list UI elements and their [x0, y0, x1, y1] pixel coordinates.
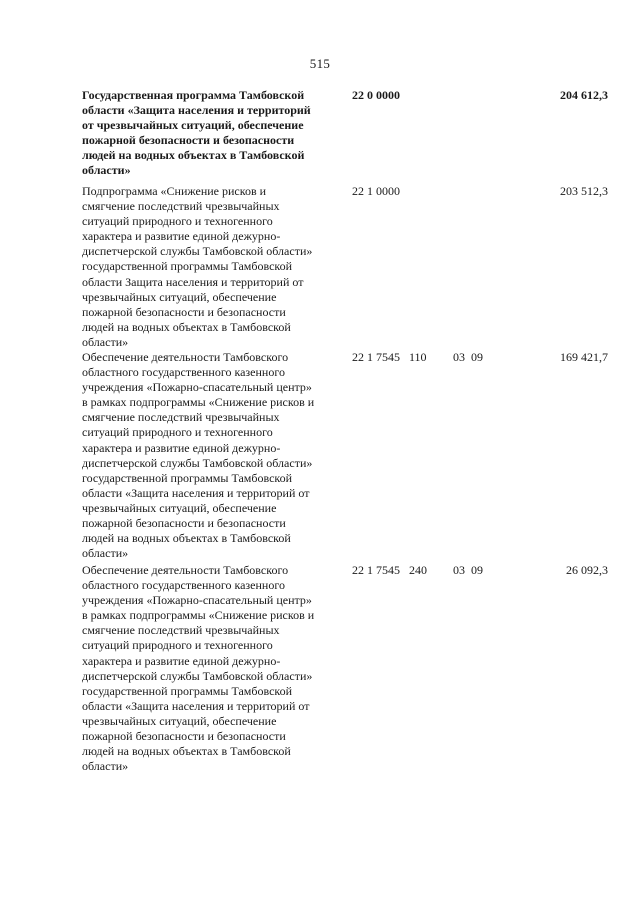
name-line: областного государственного казенного: [82, 365, 285, 380]
name-line: диспетчерской службы Тамбовской области»: [82, 668, 313, 683]
name-line: Обеспечение деятельности Тамбовского: [82, 563, 289, 577]
row-code: 22 1 7545 240: [352, 563, 427, 577]
name-line: чрезвычайных ситуаций, обеспечение: [82, 713, 277, 728]
name-line: характера и развитие единой дежурно-: [82, 440, 281, 455]
row-code: 22 1 0000: [352, 184, 400, 198]
name-line: области»: [82, 546, 129, 561]
name-line: характера и развитие единой дежурно-: [82, 229, 281, 244]
row-amount: 169 421,7: [560, 350, 608, 364]
name-line: области «Защита населения и территорий от: [82, 698, 310, 713]
name-line: характера и развитие единой дежурно-: [82, 653, 281, 668]
name-line: чрезвычайных ситуаций, обеспечение: [82, 289, 277, 304]
name-line: диспетчерской службы Тамбовской области»: [82, 244, 313, 259]
name-line: ситуаций природного и техногенного: [82, 425, 273, 440]
name-line: людей на водных объектах в Тамбовской: [82, 148, 305, 163]
name-line: ситуаций природного и техногенного: [82, 638, 273, 653]
name-line: области «Защита населения и территорий: [82, 103, 311, 118]
name-line: Государственная программа Тамбовской: [82, 88, 305, 102]
row-section: 03 09: [453, 350, 483, 364]
name-line: Обеспечение деятельности Тамбовского: [82, 350, 289, 364]
name-line: людей на водных объектах в Тамбовской: [82, 531, 291, 546]
name-line: области»: [82, 163, 131, 178]
name-line: Подпрограмма «Снижение рисков и: [82, 184, 267, 198]
name-line: области»: [82, 759, 129, 774]
row-name: [82, 563, 337, 774]
name-line: области «Защита населения и территорий от: [82, 485, 310, 500]
name-line: в рамках подпрограммы «Снижение рисков и: [82, 608, 315, 623]
row-code: 22 0 0000: [352, 88, 400, 102]
row-amount: 26 092,3: [566, 563, 608, 577]
row-amount: 203 512,3: [560, 184, 608, 198]
name-line: в рамках подпрограммы «Снижение рисков и: [82, 395, 315, 410]
row-name: [82, 88, 337, 179]
name-line: пожарной безопасности и безопасности: [82, 133, 295, 148]
row-name: [82, 184, 337, 350]
name-line: области Защита населения и территорий от: [82, 274, 304, 289]
name-line: области»: [82, 334, 129, 349]
name-line: людей на водных объектах в Тамбовской: [82, 319, 291, 334]
name-line: государственной программы Тамбовской: [82, 470, 293, 485]
name-line: учреждения «Пожарно-спасательный центр»: [82, 380, 312, 395]
name-line: учреждения «Пожарно-спасательный центр»: [82, 593, 312, 608]
name-line: диспетчерской службы Тамбовской области»: [82, 455, 313, 470]
page-number: 515: [309, 56, 331, 71]
row-section: 03 09: [453, 563, 483, 577]
name-line: смягчение последствий чрезвычайных: [82, 410, 280, 425]
row-amount: 204 612,3: [560, 88, 608, 102]
name-line: государственной программы Тамбовской: [82, 259, 293, 274]
name-line: смягчение последствий чрезвычайных: [82, 199, 280, 214]
name-line: смягчение последствий чрезвычайных: [82, 623, 280, 638]
name-line: ситуаций природного и техногенного: [82, 214, 273, 229]
name-line: пожарной безопасности и безопасности: [82, 516, 286, 531]
name-line: государственной программы Тамбовской: [82, 683, 293, 698]
name-line: от чрезвычайных ситуаций, обеспечение: [82, 118, 304, 133]
name-line: областного государственного казенного: [82, 578, 285, 593]
name-line: людей на водных объектах в Тамбовской: [82, 744, 291, 759]
name-line: пожарной безопасности и безопасности: [82, 729, 286, 744]
row-name: [82, 350, 337, 561]
row-code: 22 1 7545 110: [352, 350, 427, 364]
name-line: пожарной безопасности и безопасности: [82, 304, 286, 319]
name-line: чрезвычайных ситуаций, обеспечение: [82, 500, 277, 515]
